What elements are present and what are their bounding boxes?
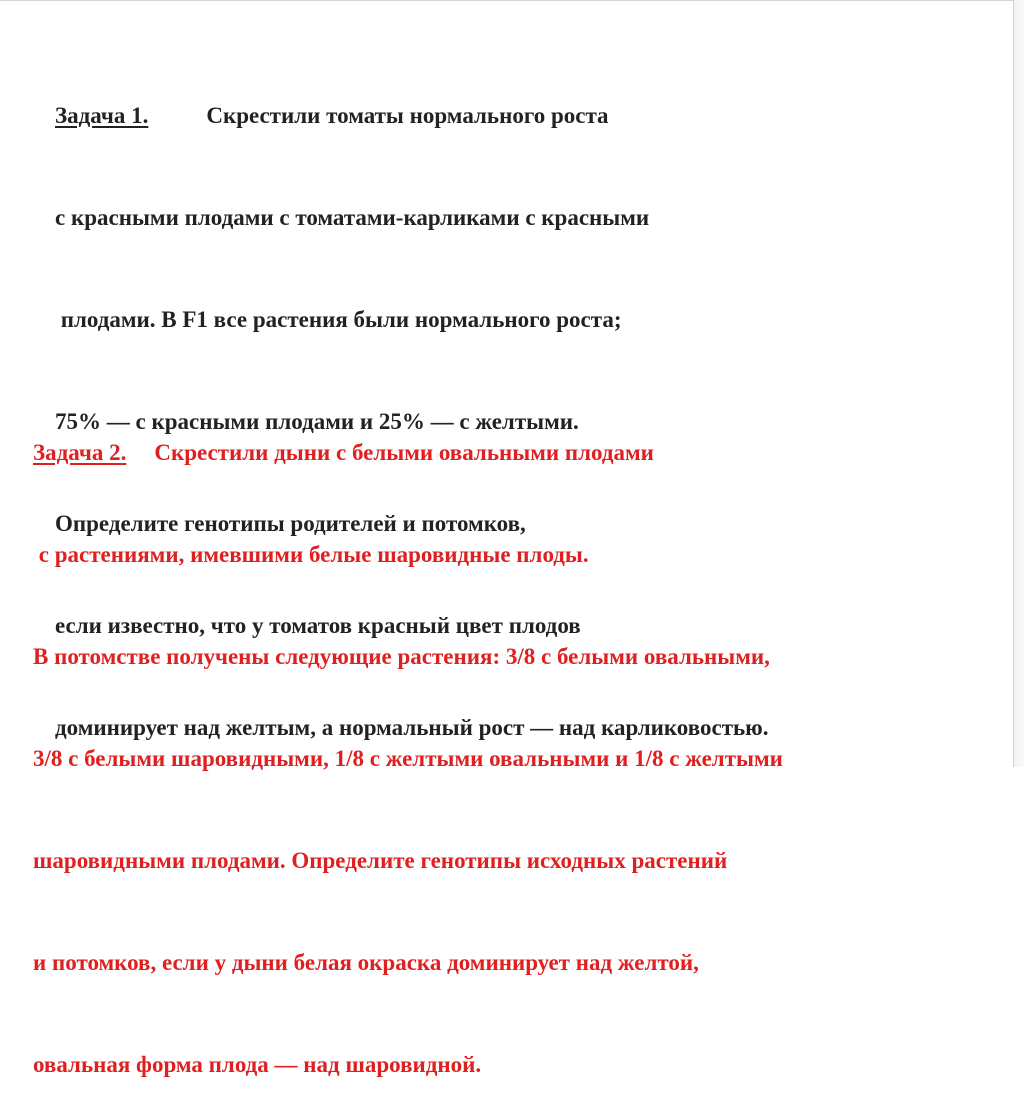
task-2-line: шаровидными плодами. Определите генотипы исходных растений: [33, 848, 728, 873]
task-1-label: Задача 1.: [55, 103, 149, 128]
slide-right-shadow: [1014, 0, 1024, 767]
task-2-first-line-text: Скрестили дыни с белыми овальными плодами: [154, 440, 654, 465]
task-2-block: [33, 368, 783, 1116]
task-1-first-line-text: Скрестили томаты нормального роста: [206, 103, 609, 128]
task-2-line: 3/8 с белыми шаровидными, 1/8 с желтыми овальными и 1/8 с желтыми: [33, 746, 783, 771]
task-2-line: и потомков, если у дыни белая окраска доминирует над желтой,: [33, 950, 699, 975]
slide-top-border: [0, 0, 1024, 1]
task-2-line: овальная форма плода — над шаровидной.: [33, 1052, 482, 1077]
task-1-line: доминирует над желтым, а нормальный рост — над карликовостью.: [55, 715, 769, 740]
task-1-first-line: [55, 99, 768, 133]
task-1-line: Определите генотипы родителей и потомков,: [55, 511, 526, 536]
slide-right-border: [1013, 0, 1014, 767]
task-1-line: 75% — с красными плодами и 25% — с желтыми.: [55, 409, 579, 434]
task-2-label: Задача 2.: [33, 440, 127, 465]
task-1-line: с красными плодами с томатами-карликами с красными: [55, 205, 650, 230]
task-1-line: плодами. В F1 все растения были нормального роста;: [55, 307, 622, 332]
task-2-first-line: [33, 436, 783, 470]
task-1-line: если известно, что у томатов красный цвет плодов: [55, 613, 581, 638]
task-2-line: с растениями, имевшими белые шаровидные плоды.: [33, 542, 589, 567]
task-2-line: В потомстве получены следующие растения: 3/8 с белыми овальными,: [33, 644, 770, 669]
